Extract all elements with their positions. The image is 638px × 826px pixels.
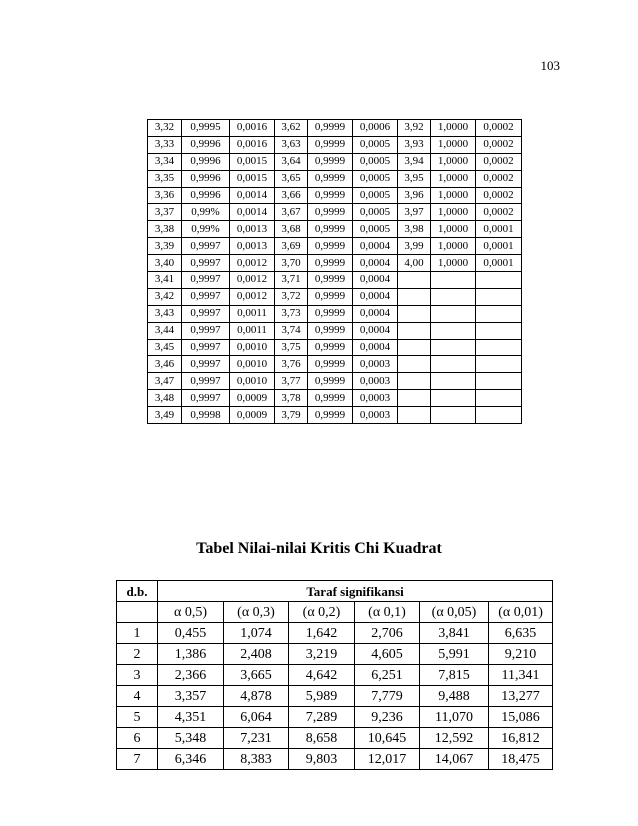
table-cell: 3,32 <box>148 120 182 137</box>
table-cell <box>431 373 476 390</box>
table-cell: 3,34 <box>148 153 182 170</box>
table-cell: 3,39 <box>148 238 182 255</box>
table-cell: 0,0004 <box>353 305 398 322</box>
table-cell: 0,99% <box>182 204 230 221</box>
table-cell <box>398 390 431 407</box>
table-cell: 0,0016 <box>230 136 275 153</box>
table-cell <box>431 356 476 373</box>
table-cell: 0,0010 <box>230 339 275 356</box>
table-cell: 0,9996 <box>182 153 230 170</box>
table-cell: 0,0005 <box>353 153 398 170</box>
table-cell: 0,9999 <box>308 322 353 339</box>
table-cell: 13,277 <box>489 686 553 707</box>
table-cell: 0,0004 <box>353 272 398 289</box>
table-cell: 0,9999 <box>308 204 353 221</box>
table-cell: 12,592 <box>420 728 489 749</box>
table-cell: 0,9999 <box>308 390 353 407</box>
table-cell: 1,074 <box>224 623 289 644</box>
table-cell: 3,67 <box>275 204 308 221</box>
table-cell: 4,351 <box>158 707 224 728</box>
table-row <box>117 665 553 686</box>
db-cell: 1 <box>117 623 158 644</box>
table-cell: 0,9997 <box>182 339 230 356</box>
table-cell: 3,97 <box>398 204 431 221</box>
db-cell: 4 <box>117 686 158 707</box>
table-row <box>148 153 522 170</box>
table-row <box>148 170 522 187</box>
table-cell: 0,9997 <box>182 356 230 373</box>
table-cell: 0,0005 <box>353 187 398 204</box>
table-row <box>117 686 553 707</box>
table-cell: 0,0002 <box>476 153 522 170</box>
table-row <box>148 288 522 305</box>
table-cell: 0,0016 <box>230 120 275 137</box>
table-cell: 3,98 <box>398 221 431 238</box>
table-cell: 18,475 <box>489 749 553 770</box>
table-cell: 0,0001 <box>476 238 522 255</box>
table-cell: 0,9997 <box>182 373 230 390</box>
table-cell: 5,991 <box>420 644 489 665</box>
chi-square-critical-values-table <box>116 580 553 770</box>
significance-header: Taraf signifikansi <box>158 581 553 602</box>
table-cell: 0,9999 <box>308 153 353 170</box>
table-cell: 9,488 <box>420 686 489 707</box>
db-cell: 2 <box>117 644 158 665</box>
table-cell: 0,0005 <box>353 170 398 187</box>
table-cell: 0,9997 <box>182 322 230 339</box>
table-cell: 0,9999 <box>308 120 353 137</box>
table-cell: 3,841 <box>420 623 489 644</box>
table-cell: 2,706 <box>355 623 420 644</box>
table-cell <box>398 339 431 356</box>
alpha-header-blank <box>117 602 158 623</box>
table-cell: 3,44 <box>148 322 182 339</box>
table-cell: 5,989 <box>289 686 355 707</box>
table-cell: 3,72 <box>275 288 308 305</box>
table-cell: 0,0002 <box>476 170 522 187</box>
table-cell: 0,9996 <box>182 136 230 153</box>
alpha-header: (α 0,05) <box>420 602 489 623</box>
table-cell: 0,0015 <box>230 153 275 170</box>
table-row <box>148 120 522 137</box>
table-cell: 10,645 <box>355 728 420 749</box>
table-cell: 0,0003 <box>353 407 398 424</box>
table-cell: 0,0001 <box>476 221 522 238</box>
table-cell: 1,0000 <box>431 238 476 255</box>
table-cell <box>476 272 522 289</box>
table-cell <box>476 407 522 424</box>
page-number: 103 <box>540 58 560 73</box>
table-cell: 0,0004 <box>353 322 398 339</box>
table-cell: 7,231 <box>224 728 289 749</box>
table-cell: 0,9999 <box>308 170 353 187</box>
table-cell: 5,348 <box>158 728 224 749</box>
table-cell: 0,0010 <box>230 356 275 373</box>
table-cell: 3,95 <box>398 170 431 187</box>
table-cell: 0,0015 <box>230 170 275 187</box>
table-cell: 0,9999 <box>308 255 353 272</box>
table-cell <box>476 373 522 390</box>
table-cell: 0,0009 <box>230 407 275 424</box>
table-cell: 4,00 <box>398 255 431 272</box>
table-cell: 3,48 <box>148 390 182 407</box>
table-cell: 3,37 <box>148 204 182 221</box>
table-cell: 0,0011 <box>230 305 275 322</box>
alpha-header: (α 0,3) <box>224 602 289 623</box>
table-cell: 0,0014 <box>230 187 275 204</box>
table-cell: 9,803 <box>289 749 355 770</box>
table-cell: 0,0005 <box>353 221 398 238</box>
table-cell <box>398 272 431 289</box>
table-cell: 3,219 <box>289 644 355 665</box>
table-cell: 0,0002 <box>476 187 522 204</box>
table-cell: 6,346 <box>158 749 224 770</box>
table-cell: 0,9999 <box>308 221 353 238</box>
table-cell: 1,0000 <box>431 136 476 153</box>
table-cell: 7,289 <box>289 707 355 728</box>
alpha-header: α 0,5) <box>158 602 224 623</box>
table-cell: 3,38 <box>148 221 182 238</box>
table-cell: 0,0011 <box>230 322 275 339</box>
table-cell: 0,0012 <box>230 288 275 305</box>
table-cell: 0,0014 <box>230 204 275 221</box>
table-cell: 3,36 <box>148 187 182 204</box>
table-row <box>148 390 522 407</box>
table-cell: 3,33 <box>148 136 182 153</box>
table-cell <box>431 339 476 356</box>
table-row <box>117 749 553 770</box>
table-cell: 3,66 <box>275 187 308 204</box>
table-cell: 0,9997 <box>182 288 230 305</box>
table-cell <box>431 322 476 339</box>
chi-header-row <box>117 581 553 602</box>
table-cell: 0,9999 <box>308 305 353 322</box>
table-cell: 2,408 <box>224 644 289 665</box>
table-cell: 9,210 <box>489 644 553 665</box>
table-cell: 3,96 <box>398 187 431 204</box>
table-cell <box>431 272 476 289</box>
table-cell: 3,47 <box>148 373 182 390</box>
table-cell: 1,0000 <box>431 153 476 170</box>
table-cell: 7,815 <box>420 665 489 686</box>
table-cell: 8,383 <box>224 749 289 770</box>
table-cell <box>431 288 476 305</box>
table-cell: 6,251 <box>355 665 420 686</box>
table-cell: 0,0006 <box>353 120 398 137</box>
table-cell: 3,62 <box>275 120 308 137</box>
table-row <box>117 644 553 665</box>
table-cell: 1,642 <box>289 623 355 644</box>
table-cell: 0,0005 <box>353 136 398 153</box>
table-cell: 0,0012 <box>230 255 275 272</box>
table-cell <box>398 356 431 373</box>
table-cell: 6,064 <box>224 707 289 728</box>
table-row <box>117 623 553 644</box>
table-row <box>148 356 522 373</box>
table-cell: 3,43 <box>148 305 182 322</box>
table-cell <box>476 339 522 356</box>
alpha-header: (α 0,1) <box>355 602 420 623</box>
table-cell: 0,9999 <box>308 339 353 356</box>
table-cell: 0,455 <box>158 623 224 644</box>
table-row <box>148 339 522 356</box>
table-cell <box>398 305 431 322</box>
table-cell: 3,42 <box>148 288 182 305</box>
table-cell <box>431 305 476 322</box>
db-header: d.b. <box>117 581 158 602</box>
table-cell: 3,74 <box>275 322 308 339</box>
table-cell: 0,9996 <box>182 187 230 204</box>
table-cell: 0,9997 <box>182 390 230 407</box>
table-cell: 3,35 <box>148 170 182 187</box>
table-cell: 3,93 <box>398 136 431 153</box>
table-cell: 0,9996 <box>182 170 230 187</box>
table-row <box>148 255 522 272</box>
table-row <box>148 136 522 153</box>
table-cell: 0,0002 <box>476 136 522 153</box>
table-cell: 0,0013 <box>230 238 275 255</box>
table-row <box>148 305 522 322</box>
table-cell: 3,357 <box>158 686 224 707</box>
table-row <box>148 221 522 238</box>
table-cell: 3,64 <box>275 153 308 170</box>
db-cell: 3 <box>117 665 158 686</box>
table-cell: 0,0003 <box>353 356 398 373</box>
table-cell: 4,642 <box>289 665 355 686</box>
table-cell: 6,635 <box>489 623 553 644</box>
table-cell: 1,0000 <box>431 204 476 221</box>
table-row <box>148 272 522 289</box>
table-cell: 14,067 <box>420 749 489 770</box>
table-cell: 0,0012 <box>230 272 275 289</box>
alpha-header: (α 0,01) <box>489 602 553 623</box>
table-cell: 0,9997 <box>182 305 230 322</box>
table-row <box>148 187 522 204</box>
table-cell: 1,0000 <box>431 170 476 187</box>
table-cell: 0,9999 <box>308 356 353 373</box>
table-cell: 0,0004 <box>353 288 398 305</box>
table-cell: 0,0004 <box>353 339 398 356</box>
chi-table-caption: Tabel Nilai-nilai Kritis Chi Kuadrat <box>196 540 442 557</box>
table-cell: 3,65 <box>275 170 308 187</box>
table-cell: 3,77 <box>275 373 308 390</box>
table-cell <box>431 407 476 424</box>
table-cell: 3,70 <box>275 255 308 272</box>
normal-distribution-table <box>147 119 522 424</box>
table-cell: 3,69 <box>275 238 308 255</box>
db-cell: 6 <box>117 728 158 749</box>
table-cell: 7,779 <box>355 686 420 707</box>
table-cell: 3,71 <box>275 272 308 289</box>
table-cell: 11,341 <box>489 665 553 686</box>
table-cell: 0,0009 <box>230 390 275 407</box>
table-cell: 0,9998 <box>182 407 230 424</box>
table-cell <box>431 390 476 407</box>
table-cell: 3,63 <box>275 136 308 153</box>
table-cell: 0,9999 <box>308 187 353 204</box>
table-cell: 0,0013 <box>230 221 275 238</box>
table-row <box>148 238 522 255</box>
table-row <box>117 728 553 749</box>
table-cell: 15,086 <box>489 707 553 728</box>
table-cell: 0,0004 <box>353 255 398 272</box>
table-cell: 0,9997 <box>182 238 230 255</box>
table-cell: 0,99% <box>182 221 230 238</box>
table-cell: 4,878 <box>224 686 289 707</box>
table-cell: 0,0002 <box>476 204 522 221</box>
table-cell: 3,92 <box>398 120 431 137</box>
table-cell: 0,0003 <box>353 390 398 407</box>
table-row <box>148 204 522 221</box>
table-cell: 3,49 <box>148 407 182 424</box>
table-cell: 0,9995 <box>182 120 230 137</box>
table-cell: 3,76 <box>275 356 308 373</box>
table-cell: 0,0005 <box>353 204 398 221</box>
table-cell: 2,366 <box>158 665 224 686</box>
table-cell: 1,0000 <box>431 120 476 137</box>
table-cell: 3,68 <box>275 221 308 238</box>
table-cell: 0,9999 <box>308 407 353 424</box>
table-cell: 1,386 <box>158 644 224 665</box>
alpha-header: (α 0,2) <box>289 602 355 623</box>
table-cell: 3,94 <box>398 153 431 170</box>
table-cell: 16,812 <box>489 728 553 749</box>
table-cell <box>398 288 431 305</box>
table-cell: 3,73 <box>275 305 308 322</box>
table-cell <box>476 288 522 305</box>
table-cell: 0,0002 <box>476 120 522 137</box>
table-cell: 3,79 <box>275 407 308 424</box>
table-cell: 0,9997 <box>182 255 230 272</box>
table-cell <box>398 322 431 339</box>
table-cell: 3,99 <box>398 238 431 255</box>
table-cell: 3,46 <box>148 356 182 373</box>
table-cell: 3,40 <box>148 255 182 272</box>
table-cell: 1,0000 <box>431 187 476 204</box>
table-cell: 0,9999 <box>308 272 353 289</box>
table-cell: 0,9999 <box>308 288 353 305</box>
table-cell: 0,9997 <box>182 272 230 289</box>
table-cell: 0,9999 <box>308 238 353 255</box>
table-row <box>148 407 522 424</box>
table-cell <box>398 373 431 390</box>
table-cell: 0,0004 <box>353 238 398 255</box>
table-cell: 0,0010 <box>230 373 275 390</box>
table-cell: 0,0003 <box>353 373 398 390</box>
table-cell <box>476 305 522 322</box>
db-cell: 7 <box>117 749 158 770</box>
table-cell: 0,9999 <box>308 373 353 390</box>
table-cell: 3,41 <box>148 272 182 289</box>
table-cell: 3,45 <box>148 339 182 356</box>
table-row <box>148 322 522 339</box>
table-row <box>148 373 522 390</box>
table-cell <box>476 356 522 373</box>
table-cell: 12,017 <box>355 749 420 770</box>
table-cell <box>476 322 522 339</box>
table-cell <box>476 390 522 407</box>
alpha-header-row <box>117 602 553 623</box>
table-cell: 11,070 <box>420 707 489 728</box>
table-cell: 0,9999 <box>308 136 353 153</box>
table-cell: 1,0000 <box>431 255 476 272</box>
table-cell: 3,75 <box>275 339 308 356</box>
table-row <box>117 707 553 728</box>
table-cell: 4,605 <box>355 644 420 665</box>
table-cell: 1,0000 <box>431 221 476 238</box>
table-cell: 9,236 <box>355 707 420 728</box>
table-cell: 0,0001 <box>476 255 522 272</box>
table-cell: 8,658 <box>289 728 355 749</box>
table-cell <box>398 407 431 424</box>
table-cell: 3,665 <box>224 665 289 686</box>
db-cell: 5 <box>117 707 158 728</box>
table-cell: 3,78 <box>275 390 308 407</box>
